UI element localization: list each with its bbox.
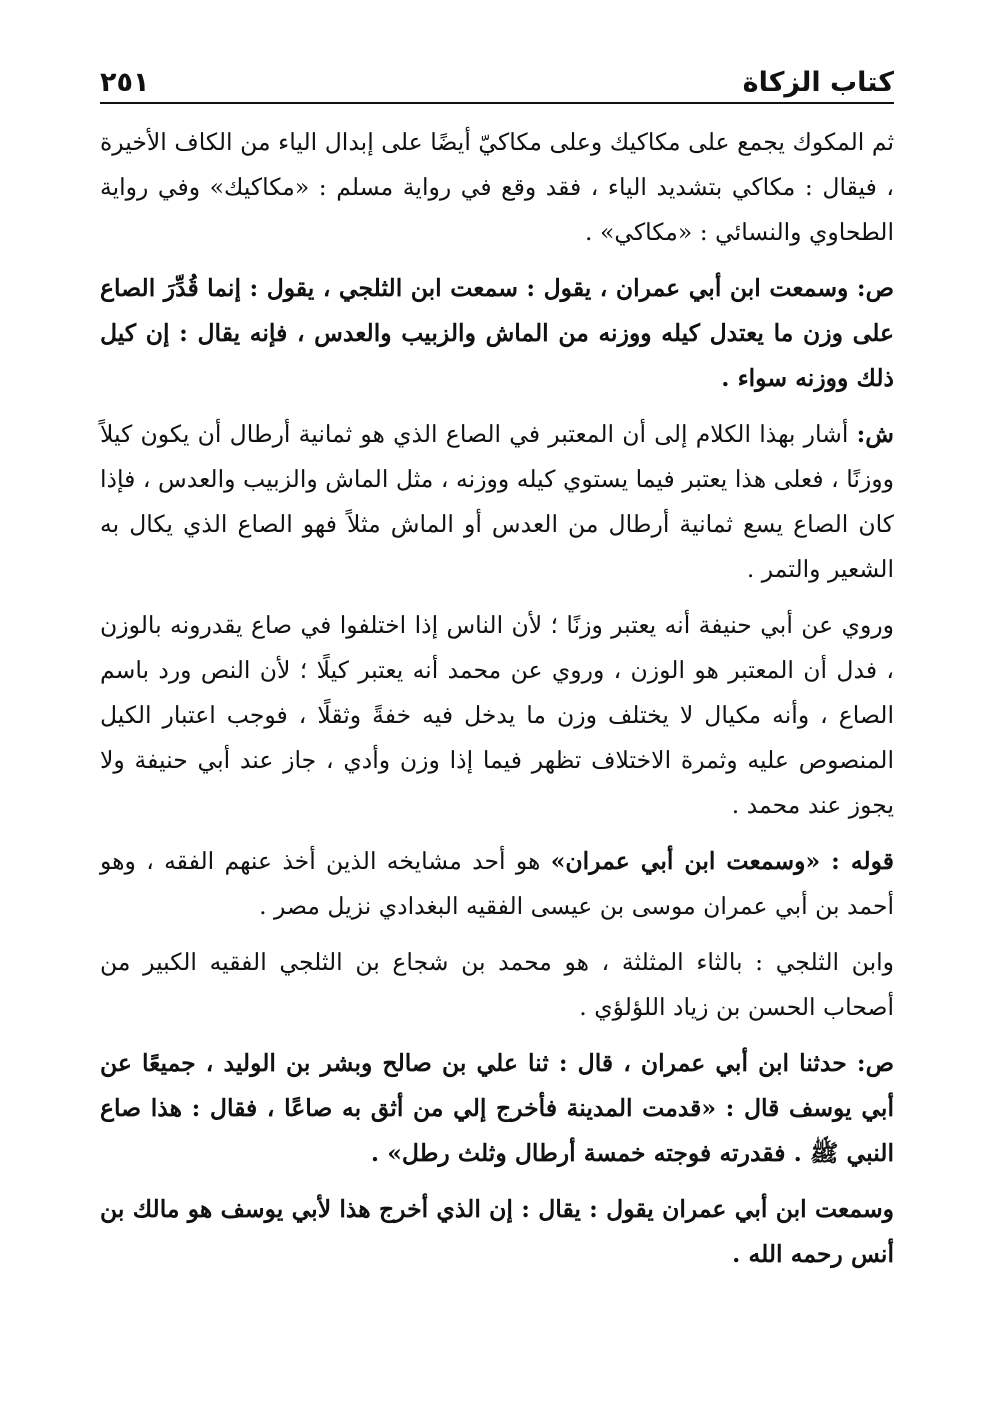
paragraph-marker: ش:	[856, 420, 894, 448]
paragraph-text: هو أحد مشايخه الذين أخذ عنهم الفقه ، وهو أحمد بن أبي عمران موسى بن عيسى الفقيه البغدادي نزيل مصر .	[100, 847, 894, 920]
paragraph-marker: ص:	[856, 274, 894, 302]
paragraph-marker: ص:	[856, 1049, 894, 1077]
text-malik-ibn-anas	[100, 1187, 894, 1277]
paragraph-text: وسمعت ابن أبي عمران يقول : يقال : إن الذي أخرج هذا لأبي يوسف هو مالك بن أنس رحمه الله .	[100, 1195, 894, 1268]
commentary-sha-kayl-wazn	[100, 412, 894, 592]
page-body	[100, 120, 894, 1277]
text-sa-ibn-althalji	[100, 266, 894, 401]
page-header	[100, 56, 894, 104]
paragraph-text: وابن الثلجي : بالثاء المثلثة ، هو محمد بن شجاع بن الثلجي الفقيه الكبير من أصحاب الحسن بن زياد اللؤلؤي .	[100, 948, 894, 1021]
paragraph-text: حدثنا ابن أبي عمران ، قال : ثنا علي بن صالح وبشر بن الوليد ، جميعًا عن أبي يوسف قال : «قدمت المدينة فأخرج إلي من أثق به صاعًا ، فقال : هذا صاع النبي ﷺ . فقدرته فوجته خمسة أرطال وثلث رطل» .	[100, 1049, 894, 1167]
paragraph-makakik	[100, 120, 894, 255]
text-sa-abu-yusuf	[100, 1041, 894, 1176]
page-number: ٢٥١	[100, 67, 150, 98]
paragraph-text: وروي عن أبي حنيفة أنه يعتبر وزنًا ؛ لأن الناس إذا اختلفوا في صاع يقدرونه بالوزن ، فدل أن المعتبر هو الوزن ، وروي عن محمد أنه يعتبر كيلًا ؛ لأن النص ورد باسم الصاع ، وأنه مكيال لا يختلف وزن ما يدخل فيه خفةً وثقلًا ، فوجب اعتبار الكيل المنصوص عليه وثمرة الاختلاف تظهر فيما إذا وزن وأدي ، جاز عند أبي حنيفة ولا يجوز عند محمد .	[100, 611, 894, 819]
paragraph-text: أشار بهذا الكلام إلى أن المعتبر في الصاع الذي هو ثمانية أرطال أن يكون كيلاً ووزنًا ، فعلى هذا يعتبر فيما يستوي كيله ووزنه ، مثل الماش والزبيب والعدس ، فإذا كان الصاع يسع ثمانية أرطال من العدس أو الماش مثلاً فهو الصاع الذي يكال به الشعير والتمر .	[100, 420, 894, 583]
paragraph-text: ثم المكوك يجمع على مكاكيك وعلى مكاكيّ أيضًا على إبدال الياء من الكاف الأخيرة ، فيقال : مكاكي بتشديد الياء ، فقد وقع في رواية مسلم : «مكاكيك» وفي رواية الطحاوي والنسائي : «مكاكي» .	[100, 128, 894, 246]
running-title: كتاب الزكاة	[742, 67, 894, 98]
quoted-lemma: قوله : «وسمعت ابن أبي عمران»	[550, 847, 894, 875]
paragraph-abu-hanifa	[100, 603, 894, 828]
paragraph-text: وسمعت ابن أبي عمران ، يقول : سمعت ابن الثلجي ، يقول : إنما قُدِّرَ الصاع على وزن ما يعتدل كيله ووزنه من الماش والزبيب والعدس ، فإنه يقال : إن كيل ذلك ووزنه سواء .	[100, 274, 894, 392]
paragraph-ibn-althalji	[100, 940, 894, 1030]
paragraph-qawluhu	[100, 839, 894, 929]
